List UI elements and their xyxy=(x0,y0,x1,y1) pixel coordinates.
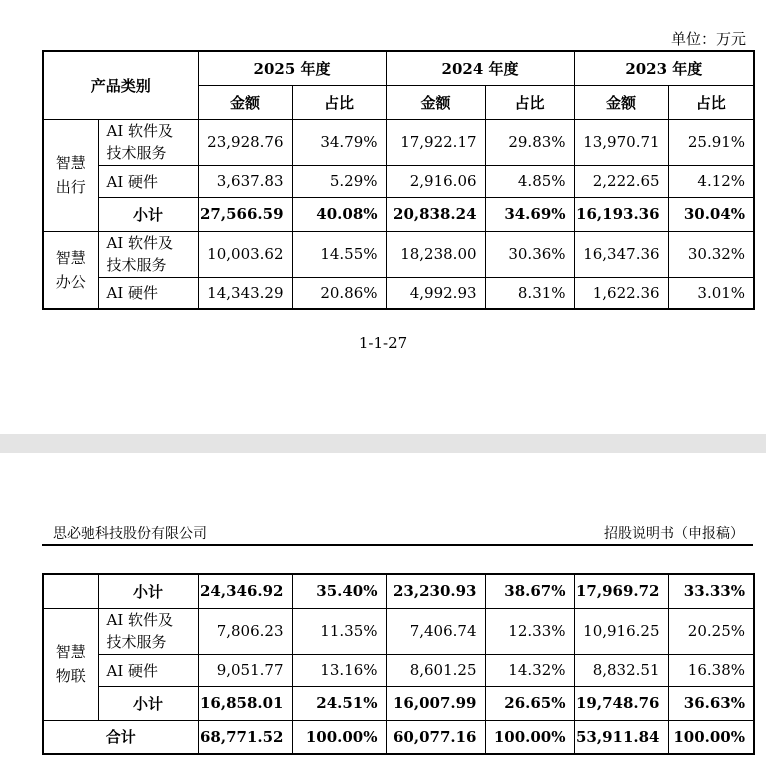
cell-value: 11.35% xyxy=(292,608,386,654)
table-row xyxy=(43,231,754,277)
cell-value: 3.01% xyxy=(668,277,754,309)
cell-value: 13,970.71 xyxy=(574,119,668,165)
cell-value: 35.40% xyxy=(292,574,386,608)
row-label-software xyxy=(98,608,198,654)
header-ratio: 占比 xyxy=(485,85,574,119)
revenue-table-part1 xyxy=(42,50,755,310)
page-number: 1-1-27 xyxy=(358,334,408,352)
cell-value: 20,838.24 xyxy=(386,197,485,231)
row-label-software xyxy=(98,231,198,277)
cell-value: 26.65% xyxy=(485,686,574,720)
header-amount: 金额 xyxy=(574,85,668,119)
cell-value: 30.32% xyxy=(668,231,754,277)
table-row xyxy=(43,197,754,231)
header-category: 产品类别 xyxy=(43,51,198,119)
cell-value: 4.12% xyxy=(668,165,754,197)
cell-value: 19,748.76 xyxy=(574,686,668,720)
company-name: 思必驰科技股份有限公司 xyxy=(53,526,207,542)
category-smart-travel xyxy=(43,119,98,231)
cell-value: 33.33% xyxy=(668,574,754,608)
cell-value: 17,969.72 xyxy=(574,574,668,608)
table-row xyxy=(43,686,754,720)
row-label-hardware: AI 硬件 xyxy=(98,654,198,686)
header-amount: 金额 xyxy=(198,85,292,119)
table-row xyxy=(43,654,754,686)
cell-value: 29.83% xyxy=(485,119,574,165)
category-label-line: 智慧 xyxy=(55,154,86,172)
cell-value: 9,051.77 xyxy=(198,654,292,686)
header-divider xyxy=(42,544,753,546)
cell-value: 16,347.36 xyxy=(574,231,668,277)
row-label-line: 技术服务 xyxy=(106,144,167,162)
row-label-line: AI 软件及 xyxy=(106,234,174,252)
row-label-subtotal: 小计 xyxy=(98,574,198,608)
cell-value: 20.25% xyxy=(668,608,754,654)
table-row xyxy=(43,608,754,654)
cell-value: 7,406.74 xyxy=(386,608,485,654)
cell-value: 8,832.51 xyxy=(574,654,668,686)
revenue-table-part2 xyxy=(42,573,755,755)
cell-value: 38.67% xyxy=(485,574,574,608)
cell-value: 23,928.76 xyxy=(198,119,292,165)
table-row xyxy=(43,277,754,309)
cell-value: 10,916.25 xyxy=(574,608,668,654)
cell-value: 2,916.06 xyxy=(386,165,485,197)
cell-value: 16,007.99 xyxy=(386,686,485,720)
cell-value: 4.85% xyxy=(485,165,574,197)
category-label-line: 智慧 xyxy=(55,248,86,267)
category-label-line: 出行 xyxy=(55,178,86,196)
row-label-line: 技术服务 xyxy=(106,633,167,651)
category-cell-continued xyxy=(43,574,98,608)
header-ratio: 占比 xyxy=(668,85,754,119)
cell-value: 100.00% xyxy=(668,720,754,754)
cell-value: 10,003.62 xyxy=(198,231,292,277)
cell-value: 25.91% xyxy=(668,119,754,165)
cell-value: 23,230.93 xyxy=(386,574,485,608)
category-label-line: 物联 xyxy=(55,667,86,685)
table-row xyxy=(43,119,754,165)
cell-value: 16.38% xyxy=(668,654,754,686)
cell-value: 30.36% xyxy=(485,231,574,277)
header-year-2023: 2023 年度 xyxy=(574,51,754,85)
cell-value: 40.08% xyxy=(292,197,386,231)
cell-value: 30.04% xyxy=(668,197,754,231)
row-label-line: AI 软件及 xyxy=(106,611,174,629)
cell-value: 34.79% xyxy=(292,119,386,165)
header-amount: 金额 xyxy=(386,85,485,119)
cell-value: 68,771.52 xyxy=(198,720,292,754)
cell-value: 100.00% xyxy=(485,720,574,754)
cell-value: 5.29% xyxy=(292,165,386,197)
header-ratio: 占比 xyxy=(292,85,386,119)
table-row xyxy=(43,165,754,197)
row-label-line: 技术服务 xyxy=(106,256,167,274)
cell-value: 14.55% xyxy=(292,231,386,277)
table-row-total xyxy=(43,720,754,754)
cell-value: 16,858.01 xyxy=(198,686,292,720)
cell-value: 27,566.59 xyxy=(198,197,292,231)
cell-value: 24.51% xyxy=(292,686,386,720)
cell-value: 36.63% xyxy=(668,686,754,720)
cell-value: 8.31% xyxy=(485,277,574,309)
row-label-subtotal: 小计 xyxy=(98,197,198,231)
cell-value: 2,222.65 xyxy=(574,165,668,197)
document-title: 招股说明书（申报稿） xyxy=(604,526,744,542)
cell-value: 100.00% xyxy=(292,720,386,754)
row-label-line: AI 软件及 xyxy=(106,122,174,140)
cell-value: 60,077.16 xyxy=(386,720,485,754)
cell-value: 7,806.23 xyxy=(198,608,292,654)
cell-value: 3,637.83 xyxy=(198,165,292,197)
cell-value: 8,601.25 xyxy=(386,654,485,686)
page-break xyxy=(0,434,766,453)
cell-value: 14.32% xyxy=(485,654,574,686)
cell-value: 14,343.29 xyxy=(198,277,292,309)
cell-value: 20.86% xyxy=(292,277,386,309)
category-smart-office xyxy=(43,231,98,309)
row-label-total: 合计 xyxy=(43,720,198,754)
row-label-software xyxy=(98,119,198,165)
cell-value: 13.16% xyxy=(292,654,386,686)
category-smart-iot xyxy=(43,608,98,720)
row-label-subtotal: 小计 xyxy=(98,686,198,720)
cell-value: 18,238.00 xyxy=(386,231,485,277)
row-label-hardware: AI 硬件 xyxy=(98,165,198,197)
header-row-years xyxy=(43,51,754,85)
unit-label: 单位：万元 xyxy=(670,30,746,48)
cell-value: 53,911.84 xyxy=(574,720,668,754)
cell-value: 4,992.93 xyxy=(386,277,485,309)
header-year-2025: 2025 年度 xyxy=(198,51,386,85)
cell-value: 17,922.17 xyxy=(386,119,485,165)
cell-value: 34.69% xyxy=(485,197,574,231)
cell-value: 12.33% xyxy=(485,608,574,654)
cell-value: 24,346.92 xyxy=(198,574,292,608)
cell-value: 1,622.36 xyxy=(574,277,668,309)
cell-value: 16,193.36 xyxy=(574,197,668,231)
row-label-hardware: AI 硬件 xyxy=(98,277,198,309)
category-label-line: 智慧 xyxy=(55,643,86,661)
table-row xyxy=(43,574,754,608)
category-label-line: 办公 xyxy=(55,272,86,291)
header-year-2024: 2024 年度 xyxy=(386,51,574,85)
